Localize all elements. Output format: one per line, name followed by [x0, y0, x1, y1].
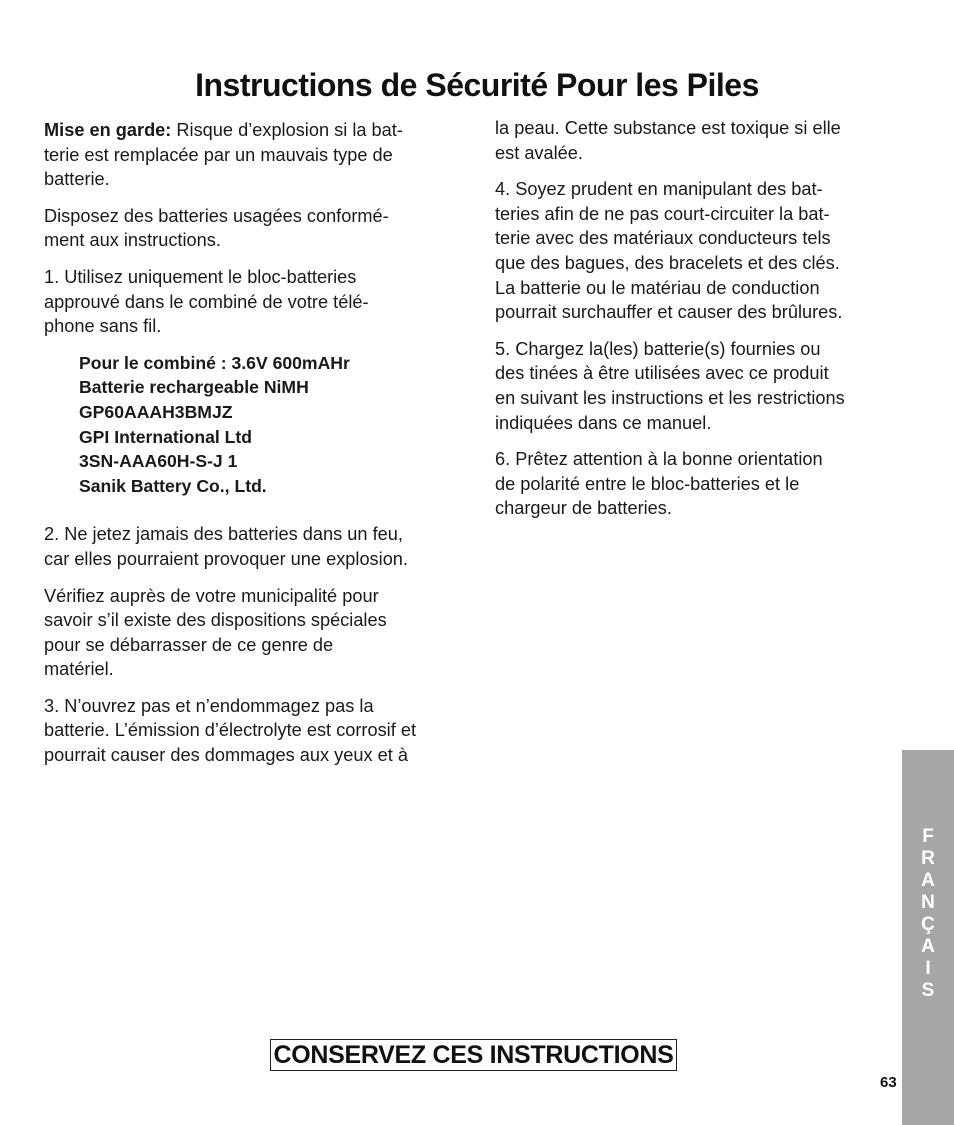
- tab-letter: I: [925, 958, 931, 979]
- battery-spec-block: [79, 351, 456, 499]
- warning-text-line: Risque d’explosion si la bat-: [171, 120, 403, 140]
- item-4-paragraph: [495, 177, 885, 325]
- spec-line: Batterie rechargeable NiMH: [79, 377, 309, 398]
- item-4-text-line: terie avec des matériaux conducteurs tels: [495, 228, 831, 249]
- verify-text-line: Vérifiez auprès de votre municipalité pour: [44, 585, 379, 606]
- tab-letter: A: [921, 870, 935, 891]
- item-5-paragraph: [495, 337, 885, 435]
- item-4-text-line: La batterie ou le matériau de conduction: [495, 277, 820, 298]
- dispose-paragraph: [44, 204, 456, 253]
- tab-letter: R: [921, 848, 935, 869]
- item-4-text-line: teries afin de ne pas court-circuiter la bat-: [495, 203, 830, 224]
- item-3-continued-paragraph: [495, 116, 885, 165]
- tab-letter: A: [921, 936, 935, 957]
- item-3-text-line: pourrait causer des dommages aux yeux et à: [44, 745, 408, 766]
- dispose-text-line: Disposez des batteries usagées conformé-: [44, 205, 389, 226]
- spec-line: GPI International Ltd: [79, 426, 253, 447]
- item-5-text-line: en suivant les instructions et les restrictions: [495, 387, 845, 408]
- item-4-text-line: pourrait surchauffer et causer des brûlures.: [495, 302, 843, 323]
- item-3-text-line: batterie. L’émission d’électrolyte est corrosif et: [44, 720, 416, 741]
- warning-paragraph: [44, 118, 456, 192]
- item-1-text-line: 1. Utilisez uniquement le bloc-batteries: [44, 266, 357, 287]
- verify-text-line: matériel.: [44, 659, 114, 680]
- item-1-text-line: phone sans fil.: [44, 316, 162, 337]
- item-3-paragraph: [44, 694, 456, 768]
- verify-text-line: pour se débarrasser de ce genre de: [44, 634, 334, 655]
- tab-letter: F: [922, 826, 934, 847]
- tab-letter: N: [921, 892, 935, 913]
- page-number: 63: [880, 1074, 897, 1091]
- spec-line: 3SN-AAA60H-S-J 1: [79, 451, 238, 472]
- item-1-paragraph: [44, 265, 456, 339]
- item-5-text-line: indiquées dans ce manuel.: [495, 412, 712, 433]
- item-6-text-line: de polarité entre le bloc-batteries et le: [495, 473, 800, 494]
- item-3-continued-line: la peau. Cette substance est toxique si elle: [495, 118, 841, 138]
- item-2-text-line: car elles pourraient provoquer une explosion.: [44, 548, 408, 569]
- page-title: Instructions de Sécurité Pour les Piles: [195, 67, 759, 104]
- item-3-text-line: 3. N’ouvrez pas et n’endommagez pas la: [44, 695, 374, 716]
- warning-text-line: terie est remplacée par un mauvais type de: [44, 144, 393, 165]
- tab-letter: S: [921, 980, 935, 1001]
- dispose-text-line: ment aux instructions.: [44, 230, 221, 251]
- language-tab-label: [902, 826, 954, 1002]
- verify-paragraph: [44, 584, 456, 682]
- item-2-text-line: 2. Ne jetez jamais des batteries dans un feu,: [44, 524, 403, 545]
- verify-text-line: savoir s’il existe des dispositions spéciales: [44, 610, 387, 631]
- spec-line: Sanik Battery Co., Ltd.: [79, 475, 267, 496]
- tab-letter: Ç: [921, 914, 935, 935]
- item-6-paragraph: [495, 447, 885, 521]
- item-6-text-line: 6. Prêtez attention à la bonne orientation: [495, 449, 823, 470]
- item-4-text-line: que des bagues, des bracelets et des clés.: [495, 252, 840, 273]
- language-side-tab: [902, 750, 954, 1125]
- item-3-continued-line: est avalée.: [495, 142, 583, 163]
- spec-line: GP60AAAH3BMJZ: [79, 401, 233, 422]
- item-1-text-line: approuvé dans le combiné de votre télé-: [44, 291, 369, 312]
- warning-label: Mise en garde:: [44, 120, 172, 140]
- keep-instructions-banner: CONSERVEZ CES INSTRUCTIONS: [270, 1039, 677, 1071]
- item-6-text-line: chargeur de batteries.: [495, 498, 672, 519]
- spec-line: Pour le combiné : 3.6V 600mAHr: [79, 352, 350, 373]
- warning-text-line: batterie.: [44, 169, 110, 190]
- item-5-text-line: des tinées à être utilisées avec ce produit: [495, 363, 829, 384]
- item-5-text-line: 5. Chargez la(les) batterie(s) fournies ou: [495, 338, 821, 359]
- left-column: [44, 118, 456, 780]
- right-column: [495, 116, 885, 533]
- item-2-paragraph: [44, 522, 456, 571]
- item-4-text-line: 4. Soyez prudent en manipulant des bat-: [495, 179, 823, 200]
